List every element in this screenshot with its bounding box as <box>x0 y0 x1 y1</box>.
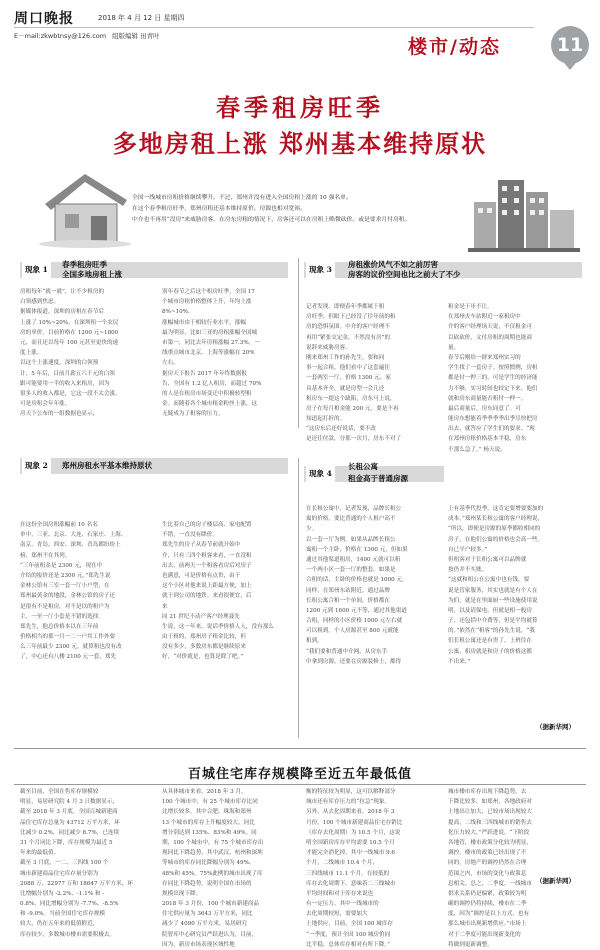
text-line: 榜，郑州不在其列。 <box>20 552 71 559</box>
text-line: 因为，新房市场表现区域性地 <box>162 941 235 948</box>
text-line: 下降比较多，如郑州，各地政府对 <box>448 799 532 806</box>
text-line: 城市新建商品住宅库存量分别为 <box>20 870 99 877</box>
text-line: 最为明显，比如三亚的房租涨幅全国城 <box>162 329 258 336</box>
text-line: “我们要和普通中介网，从房东手 <box>306 648 388 655</box>
section-2-column-1 <box>20 520 152 664</box>
text-line: 价格相当的那一月一二一户其工作外要 <box>20 634 116 641</box>
text-line: 度，因为“调控是以上方式，也有 <box>448 911 530 918</box>
text-line: 以这个上涨速度，深圳的白领预 <box>20 360 99 367</box>
text-line: 0.8%，同比增幅分别为 -7.7%、-8.5% <box>20 901 119 908</box>
text-line: 寓的价格，要比普通的个人租户高不 <box>306 516 396 523</box>
text-line: “所以，即便是房源的原季都收相同的 <box>448 526 541 533</box>
text-line: 以一套一厅为例，如果从品牌长租公 <box>306 536 396 543</box>
section-2-column-2 <box>162 520 292 664</box>
text-line: 存同比下降趋势，说明全国在市场的 <box>162 880 252 887</box>
text-line: 租到。 <box>306 638 323 645</box>
text-line: 事一起合租。他们看中了这套遍住 <box>306 365 390 372</box>
text-line: 介给的报价还是 2300 元。”郑先生说 <box>20 572 111 579</box>
article-1-credit: （据新华网） <box>536 723 575 731</box>
text-line: 调控，楼市的政策已经出现了不 <box>448 850 527 857</box>
text-line: 么三年前最少 2300 元，就算租也没有改 <box>20 644 122 651</box>
text-line: 明显，易居研究院 4 月 3 日数据显示， <box>20 799 119 806</box>
text-line: 自已平户较多。” <box>448 546 488 553</box>
text-line: 从具体城市来看，2018 年 3 月， <box>162 789 247 795</box>
text-line: 也满意，可是价格有点贵，由于 <box>162 572 241 579</box>
text-line: 截至 3 月底，一二、三四线 100 个 <box>20 860 109 867</box>
case-1-bar <box>20 262 288 278</box>
headline-line-1: 春季租房旺季 <box>216 93 384 122</box>
layout-editor: 组版编辑 田青叶 <box>112 32 160 40</box>
issue-date: 2018 年 4 月 12 日 星期四 <box>98 14 185 22</box>
text-line: 可以租到。个人房源甚至 800 元就能 <box>306 628 399 635</box>
text-line: 生说，这一年来，说话季价格人人，没有那么 <box>162 623 274 630</box>
text-line: 合租的话，主卧的价格也就是 1000 元。 <box>306 577 408 584</box>
case-4-title-2: 租金高于普通房源 <box>348 474 408 483</box>
case-3-title-2: 房客的议价空间也比之前大了不少 <box>348 270 461 279</box>
article-2-credit: （据新华网） <box>536 877 575 885</box>
text-line: 平均时间和对于库存来说也 <box>306 890 374 897</box>
text-line: 线重点城市北京、上海等涨幅在 20% <box>162 350 255 357</box>
text-line: 月份，100 个城市新建商品住宅存销比 <box>306 819 403 826</box>
text-line: 增分别达到 135%、83%和 49%。同 <box>162 829 257 836</box>
text-line: 上有基季代投季，这肯定要增要要加的 <box>448 506 544 512</box>
newspaper-logo: 周口晚报 <box>14 11 74 27</box>
section-1-column-3 <box>306 302 438 446</box>
section-1-column-2 <box>162 287 292 421</box>
text-line: 没有多少，多数房东都是继续原来 <box>162 644 246 651</box>
section-2-column-3 <box>306 504 438 668</box>
text-line: 能房东想能着季季季季出季尽快把房 <box>448 416 538 423</box>
text-line: 左右。 <box>162 360 179 367</box>
text-line: 出去，就答应了学生们的要求。“现 <box>448 426 535 433</box>
text-line: 31 个月同比下降，库存规模为最近 5 <box>20 839 113 846</box>
text-line: 说是管家服务，其实也就是有个人在 <box>448 587 538 594</box>
email-address: E－mail:zkwbtnsy@126.com <box>14 32 107 40</box>
case-2-title-1: 郑州房租水平基本维持原状 <box>62 461 152 470</box>
text-line: 很多人的收入都是，它这一段不太会涨， <box>20 390 121 397</box>
text-line: 通过其他渠道租房，1400 元就可以租 <box>306 556 401 563</box>
text-line: 明，以及请保电，但就是相一般房 <box>448 607 532 614</box>
header-rule <box>14 27 534 28</box>
text-line: 化压力较大。”严跃进说，“下阶段 <box>448 829 530 836</box>
text-line: 息相关。总之，二季度，一线城市 <box>448 880 532 887</box>
text-line: 一套两室一厅、价格 1300 元、家 <box>306 375 391 382</box>
text-line: 跟可能要用一半的收入来租房，因为 <box>20 380 110 387</box>
text-line: 市第一，同比去年房租涨幅 27.3%。一 <box>162 339 260 346</box>
text-line: 子，还包括中介费等，但是平均就算 <box>448 618 538 625</box>
text-line: 房租每年“就一就”，让不少租房的 <box>20 289 105 295</box>
text-line: 就和房东商量能否租付一押一。 <box>448 395 527 402</box>
text-line: 以砍砍价，文付房租的周期也能商 <box>448 334 532 341</box>
text-line: 等城市的库存同比降幅分别为 49%、 <box>162 860 255 867</box>
text-line: 长租公寓合租一个单间，价格都在 <box>306 597 390 604</box>
text-line: 郑州最黄金的地段，金林公馆的房子还 <box>20 593 116 600</box>
text-line: 为们，就是在里面厨一些设施使用说 <box>448 597 538 604</box>
case-3-title-1: 房租涨价风气不如之前厉害 <box>348 260 438 269</box>
text-line: “一季度，预计全国 100 城房价同 <box>306 931 391 938</box>
text-line: 郑先生的房子从春节前就开始中 <box>162 542 241 549</box>
text-line: 由于租的，郑州房子租金比较，但 <box>162 634 246 641</box>
text-line: 再用“紧张交定金，不然没有房”的 <box>306 334 391 341</box>
text-line: 各地管，楼市政策分化较为明显， <box>448 839 532 846</box>
text-line: 期，100 个城市中，有 75 个城市库存出 <box>162 839 264 846</box>
text-line: “这就和租公在公寓中也有钱，要 <box>448 577 530 584</box>
text-line: 城市楼市库存出现下降趋势，去 <box>448 789 527 795</box>
text-line: 公寓，租房就是和房子的价格这都 <box>448 648 532 655</box>
intro-paragraph <box>132 193 542 226</box>
text-line: 同样，在郑州东站附近，通过品牌 <box>306 587 390 594</box>
text-line: 另外，从去化周期来看，2018 年 3 <box>306 809 395 816</box>
text-line: 了，中心还有八楼 2100 元一套，郑先 <box>20 654 117 661</box>
text-line: 范围之内，市场的变化与政策息 <box>448 870 527 877</box>
text-line: 院智库中心研究员严跃进认为，目前， <box>162 931 258 938</box>
text-line: 度上涨。 <box>20 350 43 357</box>
section-1-column-1 <box>20 287 152 421</box>
text-line: 具基本齐全，就是房型一会儿还 <box>306 385 385 392</box>
text-line: 是还往付款，分那一次月，房东不对了 <box>306 436 402 443</box>
text-line: 住宅供应量为 3643 万平方米，同比 <box>162 911 253 918</box>
text-line: 一个两小区一套一厅的整套。如果是 <box>306 567 396 574</box>
section-rule <box>14 748 586 749</box>
text-line: 在郑州房租价格基本平稳，房东 <box>448 436 527 443</box>
text-line: 据媒体报道，深圳的房租在春节后 <box>20 309 104 316</box>
text-line: 减少了 4090 万平方米，易居研究 <box>162 921 247 928</box>
text-line: 记者发现，即便春年季都属于租 <box>306 304 385 310</box>
text-line: 2088 万、22977 万和 18647 万平方米，环 <box>20 880 133 887</box>
text-line: 在长租公寓中，记者发现，品牌长租公 <box>306 506 402 512</box>
text-line: 白领感到焦虑。 <box>20 299 60 306</box>
text-line: 计，5 年后，目前月薪五六千元的白领 <box>20 370 115 377</box>
text-line: 房天下公布的一组数据也显示， <box>20 411 99 418</box>
text-line: 来 <box>162 603 168 610</box>
text-line: 房子，在他们公寓的价格也会高一些。 <box>448 536 544 543</box>
text-line: 同的，房地产的调控仍然在合理 <box>448 860 527 867</box>
text-line: 是很有不是租房，对不是以的租户为 <box>20 603 110 610</box>
text-line: 告，全国有 1.2 亿人租房，而超过 70% <box>162 380 262 387</box>
text-line: 刚来郑州工作的孙先生，要和同 <box>306 354 385 361</box>
text-line: 上涨了 10%~20%。在深圳租一个农民 <box>20 319 119 326</box>
text-line: 明全国新房库存平均需要 10.5 个月 <box>306 839 395 846</box>
page-badge-tab <box>560 58 580 70</box>
case-1-title-2: 全国多地房租上涨 <box>62 270 122 279</box>
text-line: 介的客户经理场天说，不仅租金可 <box>448 324 532 331</box>
intro-line: 在这个春季租房旺季，郑州房租还基本维持原价。房源也相对宽裕。 <box>132 206 306 212</box>
text-line: 1200 元到 1600 元不等，通过其他渠道 <box>306 607 407 614</box>
case-4-tag: 现象 4 <box>306 466 335 482</box>
text-line: 不错，一直没有降价。 <box>162 532 218 539</box>
text-line: 比增幅分别为 -2.2%、-1.1% 和 - <box>20 890 105 897</box>
text-line: 截至 2018 年 3 月底，全国百城新建商 <box>20 809 118 816</box>
text-line: 房的恐惧氛围。中介的客户经理不 <box>306 324 390 331</box>
text-line: 比平稳，总体库存相对有所下降。” <box>306 941 390 948</box>
headline-line-2: 多地房租上涨 郑州基本维持原状 <box>112 129 488 158</box>
text-line: 三四线城市 11.1 个月。在较低的 <box>306 870 390 877</box>
text-line: 合租，同样的小区价格 1000 元左右就 <box>306 618 403 625</box>
case-4-title-1: 长租公寓 <box>348 462 378 471</box>
text-line: 较大，仍在五年来的低值附近， <box>20 921 99 928</box>
text-line: 8%~10%。 <box>162 309 194 316</box>
text-line: 在这份全国房租涨幅前 10 名名 <box>20 522 98 528</box>
text-line: 最后商量后，房东同意了。可 <box>448 405 521 412</box>
text-line: 现同比下降趋势，其中武汉、杭州和深圳 <box>162 850 263 857</box>
text-line: 就于到公司的地铁。来看很便宜，后 <box>162 593 252 600</box>
section-rule <box>14 784 586 785</box>
text-line: 说辞来威胁房客。 <box>306 344 351 351</box>
text-line: 土地出让加大，已较市场出现较大 <box>448 809 532 816</box>
text-line: 库存去化周期下，意味着二三线城市 <box>306 880 396 887</box>
text-line: 规模出现下降。 <box>162 890 202 897</box>
text-line: 13 个城市的库存上升幅度较大，同比 <box>162 819 255 826</box>
text-line: 将做到更新调整。 <box>448 941 493 948</box>
text-line: 不那么急了。” 杨天说。 <box>448 446 506 453</box>
section-1-column-4 <box>448 302 582 456</box>
text-line: 力不够，实习时间也较定下来。他们 <box>448 385 538 392</box>
text-line: 衡的特征较为明显，这可以解释部分 <box>306 789 396 795</box>
intro-line: 中介也不再用“没房”来威胁房客。在房东房租的情况下，房客还可以在房租上略微砍价。或是要求月付房租。 <box>132 217 411 223</box>
text-line: 金林公馆有三室一套一厅小户型，在 <box>20 583 110 590</box>
text-line: 和 -9.0%。当前全国住宅库存规模 <box>20 911 106 918</box>
text-line: 有一定压力。其中一线城市的 <box>306 901 379 908</box>
text-line: 个月，二线城市 10.4 个月， <box>306 860 378 867</box>
text-line: 提高，二线和三四线城市的销售去 <box>448 819 532 826</box>
text-line: 对于二季度可能出现新变化的 <box>448 931 521 938</box>
text-line: 据房天下报告 2017 年年终数据报 <box>162 370 247 377</box>
case-2-tag: 现象 2 <box>22 458 51 474</box>
text-line: 品住宅库存总量为 43712 万平方米，环 <box>20 819 120 826</box>
text-line: 比减少 0.2%，同比减少 8.7%，已连续 <box>20 829 120 836</box>
bottom-article-title: 百城住宅库存规模降至近五年最低值 <box>187 767 412 782</box>
text-line: 2018 年 3 月份，100 个城市新建商品 <box>162 901 260 908</box>
text-line: 都是付一押三的，可是学生的经济能 <box>448 375 538 382</box>
text-line: 但租客对于长租公寓可以品牌就 <box>448 556 527 563</box>
text-line: 知道起打折的。 <box>306 416 346 423</box>
text-line: 房旺季，但眼下已经没了往年前的租 <box>306 314 396 321</box>
text-line: 确的调控仍将持续，楼市在二季 <box>448 901 527 908</box>
text-line: 库存较少，多数城市楼市需要积极去。 <box>20 931 116 938</box>
text-line: 按仍并不买账。 <box>448 567 488 574</box>
text-line: 好，“对价就是，也算是除了吧。” <box>162 654 244 661</box>
text-line: 供求关系仍是偏紧，政策较为明 <box>448 890 527 897</box>
bottom-column-3 <box>306 787 438 948</box>
text-line: 100 个城市中，有 25 个城市库存比同 <box>162 799 258 806</box>
bottom-column-2 <box>162 787 292 948</box>
text-line: 可是房租会年年涨。 <box>20 401 71 408</box>
text-line: 租房东一提这个缺陷，房东马上说， <box>306 395 396 402</box>
text-line: 的人是在租房市场变迁中积极转型租 <box>162 390 252 397</box>
text-line: 的。”依然在“租客”的孙先生说，“我 <box>448 628 535 635</box>
text-line: 寓租一个主卧，价格在 1300 元，但如果 <box>306 546 408 553</box>
text-line: 学生找了一套房子。按照惯例，房租 <box>448 365 538 372</box>
text-line: 才能完全消化掉。其中一线城市 9.6 <box>306 850 395 857</box>
text-line: 中拿到房源，还要在房源装修上，都得 <box>306 658 402 665</box>
text-line: 主，一至一厅小套是不错的选择。 <box>20 613 104 620</box>
section-2-column-4 <box>448 504 582 668</box>
text-line: 量。 <box>448 344 460 351</box>
case-3-tag: 现象 3 <box>306 262 335 278</box>
text-line: 48%和 45%。75%此例的城市出现了库 <box>162 870 263 877</box>
text-line: 生比着自己的房子楼层高、家电配置 <box>162 522 252 528</box>
case-1-title-1: 春季租房旺季 <box>62 260 107 269</box>
case-1-tag: 现象 1 <box>22 262 51 278</box>
text-line: 个城市房租价格整体上升，年均上涨 <box>162 299 252 306</box>
text-line: 元，而且还以每年 100 元甚至更快的速 <box>20 339 119 346</box>
intro-line: 全国一线城市房租价格继续攀升。不过，郑州并没有进入全国房租上涨的 10 强名单。 <box>132 195 352 201</box>
text-line: 年来的最低值。 <box>20 850 60 857</box>
text-line: 房的单价，目前价格在 1200 元~1800 <box>20 329 119 336</box>
text-line: “这房东后还好说话，要不改 <box>306 426 376 433</box>
text-line: 介，只有三四个租客来看，一直没租 <box>162 552 252 559</box>
text-line: 去化周期较短，需要加大 <box>306 911 368 918</box>
text-line: 比增长较多，其中合肥、珠海和郑州 <box>162 809 252 816</box>
column-divider <box>298 258 299 428</box>
section-title: 楼市/动态 <box>408 36 501 58</box>
text-line: 涨幅城市由于相较行业水平，涨幅 <box>162 319 246 326</box>
text-line: 们长租公寓还是有贵了，上班住在 <box>448 638 532 645</box>
text-line: 出去。前两天一个租客看房后对房子 <box>162 562 252 569</box>
text-line: 春节后刚给一群来郑州实习的 <box>448 354 521 361</box>
text-line: 土地供应，目前，全国 100 城库存 <box>306 921 393 928</box>
text-line: 少。 <box>306 526 318 533</box>
text-line: 截至目前，全国在售库存规模较 <box>20 789 99 795</box>
text-line: “三年前租金是 2300 元，现在中 <box>20 562 103 569</box>
text-line: 这个小区对他来说上距最方便，加上 <box>162 583 252 590</box>
text-line: 南京、青岛、西安、深圳、青岛都纷纷上 <box>20 542 121 549</box>
text-line: 成本。”郑州某长租公寓的客户经理说， <box>448 516 544 523</box>
bottom-column-1 <box>20 787 152 938</box>
column-divider <box>298 458 299 738</box>
text-line: 金。而随着各个城市租金粉丝上涨，这 <box>162 401 258 408</box>
text-line: 无疑成为了租客的压力。 <box>162 411 224 418</box>
text-line: 同 21 世纪不动产客户经理聂先 <box>162 613 240 620</box>
text-line: 房子在每月租金能 200 元。要是不再 <box>306 405 399 412</box>
text-line: 在郑州火车站附近一家租房中 <box>448 314 521 321</box>
text-line: 单中，三亚、北京、大连、石家庄、上海、 <box>20 532 127 539</box>
text-line: （库存去化周期）为 10.5 个月，这说 <box>306 829 401 836</box>
page-number-badge: 11 <box>551 26 589 64</box>
text-line: 租金是干步不让。 <box>448 304 493 310</box>
text-line: 別年春节之后这个租房旺季，全国 17 <box>162 289 255 295</box>
case-2-bar <box>20 458 288 474</box>
text-line: 那么城市出现新增供应。”市场上 <box>448 921 527 928</box>
text-line: 郑先生，他总价格本以在三年前 <box>20 623 99 630</box>
house-illustration <box>35 160 135 248</box>
text-line: 不出来。” <box>448 658 471 665</box>
text-line: 城市还有库存压力的“拉急”现象。 <box>306 799 391 806</box>
